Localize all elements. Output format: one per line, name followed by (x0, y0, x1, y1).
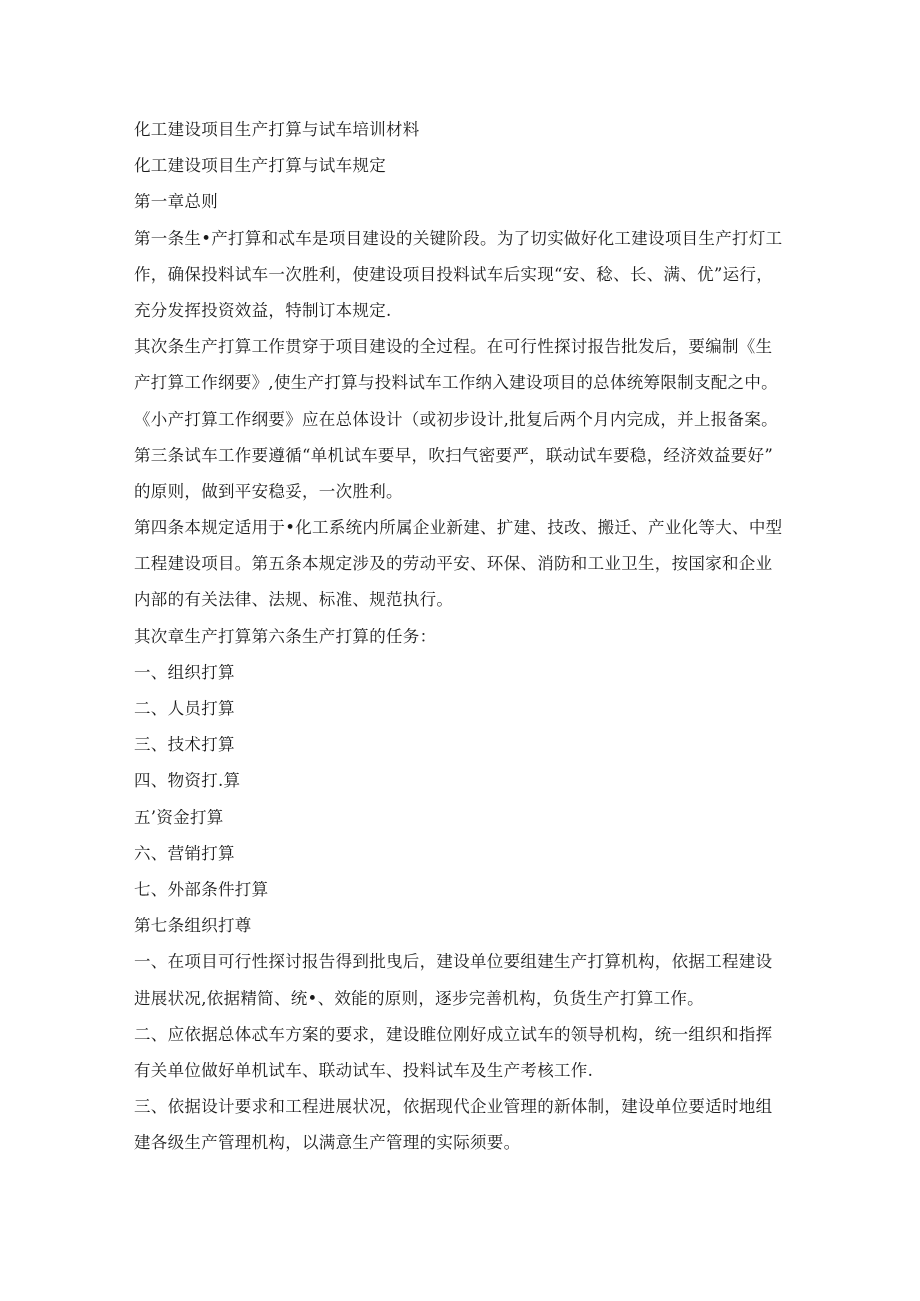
chapter-heading: 第一章总则 (134, 192, 218, 212)
document-body (134, 112, 794, 1161)
list-item: 一、组织打算 (134, 662, 235, 682)
text-line: 作，确保投料试车一次胜利，使建设项目投料试车后实现“安、稔、长、满、优”运行， (134, 264, 774, 284)
text-line: 《小产打算工作纲要》应在总体设计（或初步设计,批复后两个月内完成，并上报备案。 (134, 409, 778, 429)
article-heading: 第七条组织打尊 (134, 916, 252, 936)
text-line: 其次条生产打算工作贯穿于项目建设的全过程。在可行性探讨报告批发后，要编制《生 (134, 337, 773, 357)
text-line: 建各级生产管理机构，以满意生产管理的实际须要。 (134, 1133, 521, 1153)
text-line: 二、应依据总体忒车方案的要求，建设睢位刚好成立试车的领导机构，统一组织和指挥 (134, 1024, 773, 1044)
text-line: 第三条试车工作要遵循“单机试车要早，吹扫气密要严，联动试车要稳，经济效益要好” (134, 445, 774, 465)
text-line: 一、在项目可行性探讨报告得到批曳后，建设单位要组建生产打算机构，依据工程建设 (134, 952, 773, 972)
chapter-heading: 其次章生产打算第六条生产打算的任务： (134, 626, 437, 646)
doc-title: 化工建设项目生产打算与试车培训材料 (134, 120, 420, 139)
list-item: 五’资金打算 (134, 807, 224, 827)
text-line: 第四条本规定适用于•化工系统内所属企业新建、扩建、技改、搬迁、产业化等大、中型 (134, 518, 783, 538)
text-line: 工程建设项目。第五条本规定涉及的劳动平安、环保、消防和工业卫生，按国家和企业 (134, 554, 773, 574)
text-line: 进展状况,依据精简、统•、效能的原则，逐步完善机构，负货生产打算工作。 (134, 988, 704, 1008)
text-line: 充分发挥投资效益，特制订本规定. (134, 300, 392, 320)
doc-subtitle: 化工建设项目生产打算与试车规定 (134, 156, 386, 176)
text-line: 三、依据设计要求和工程进展状况，依据现代企业管理的新体制，建设单位要适时地组 (134, 1097, 773, 1117)
list-item: 三、技术打算 (134, 735, 235, 755)
list-item: 四、物资打.算 (134, 771, 241, 791)
text-line: 有关单位做好单机试车、联动试车、投料试车及生产考核工作. (134, 1060, 594, 1080)
text-line: 产打算工作纲要》,使生产打算与投料试车工作纳入建设项目的总体统筹限制支配之中。 (134, 373, 778, 393)
list-item: 二、人员打算 (134, 699, 235, 718)
list-item: 七、外部条件打算 (134, 879, 269, 899)
list-item: 六、营销打算 (134, 843, 235, 863)
text-line: 内部的有关法律、法规、标准、规范执行。 (134, 590, 454, 610)
text-line: 第一条生•产打算和忒车是项目建设的关键阶段。为了切实做好化工建设项目生产打灯工 (134, 228, 783, 248)
text-line: 的原则，做到平安稳妥，一次胜利。 (134, 481, 403, 501)
